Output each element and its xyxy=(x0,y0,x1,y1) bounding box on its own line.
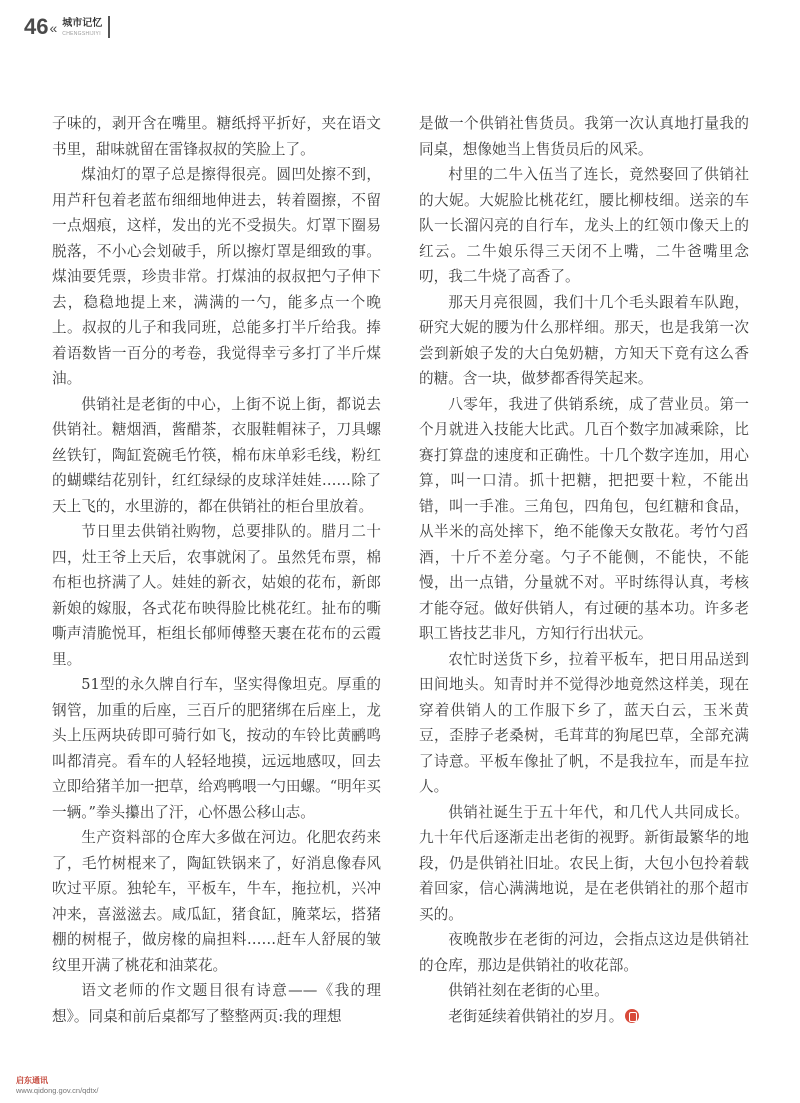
paragraph: 那天月亮很圆，我们十几个毛头跟着车队跑，研究大妮的腰为什么那样细。那天，也是我第一次尝到新娘子发的大白兔奶糖，方知天下竟有这么香的糖。含一块，做梦都香得笑起来。 xyxy=(419,293,749,387)
paragraph: 夜晚散步在老街的河边，会指点这边是供销社的仓库，那边是供销社的收花部。 xyxy=(419,931,749,974)
paragraph: 节日里去供销社购物，总要排队的。腊月二十四，灶王爷上天后，农事就闲了。虽然凭布票，棉布柜也挤满了人。娃娃的新衣，姑娘的花布，新郎新娘的嫁服，各式花布映得脸比桃花红。扯布的嘶嘶声清脆悦耳，柜组长郁师傅整天裹在花布的云霞里。 xyxy=(52,523,381,668)
paragraph: 农忙时送货下乡，拉着平板车，把日用品送到田间地头。知青时并不觉得沙地竟然这样美，现在穿着供销人的工作服下乡了，蓝天白云，玉米黄豆，歪脖子老桑树，毛茸茸的狗尾巴草，全部充满了诗意。平板车像扯了帆，不是我拉车，而是车拉人。 xyxy=(419,650,749,795)
paragraph: 生产资料部的仓库大多做在河边。化肥农药来了，毛竹树棍来了，陶缸铁锅来了，好消息像春风吹过平原。独轮车，平板车，牛车，拖拉机，兴冲冲来，喜滋滋去。咸瓜缸，猪食缸，腌菜坛，搭猪棚的树棍子，做房椽的扁担料……赶车人舒展的皱纹里开满了桃花和油菜花。 xyxy=(52,829,381,974)
page-number: 46 xyxy=(24,14,49,39)
double-chevron-icon: « xyxy=(49,20,58,36)
header-divider xyxy=(108,16,110,38)
end-seal-icon xyxy=(625,1009,639,1023)
paragraph: 供销社诞生于五十年代，和几代人共同成长。九十年代后逐渐走出老街的视野。新街最繁华的地段，仍是供销社旧址。农民上街，大包小包拎着载着回家，信心满满地说，是在老供销社的那个超市买的。 xyxy=(419,803,749,923)
article-left-column xyxy=(52,111,381,1029)
paragraph: 老街延续着供销社的岁月。 xyxy=(419,1004,749,1030)
footer-brand: 启东通讯 xyxy=(16,1076,48,1085)
footer-url: www.qidong.gov.cn/qdtx/ xyxy=(16,1086,99,1095)
paragraph: 子味的，剥开含在嘴里。糖纸捋平折好，夹在语文书里，甜味就留在雷锋叔叔的笑脸上了。 xyxy=(52,115,381,158)
page-header xyxy=(24,12,110,38)
paragraph: 八零年，我进了供销系统，成了营业员。第一个月就进入技能大比武。几百个数字加减乘除，比赛打算盘的速度和正确性。十几个数字连加，用心算，叫一口清。抓十把糖，把把要十粒，不能出错，叫一手准。三角包，四角包，包红糖和食品，从半米的高处摔下，绝不能像天女散花。考竹勺舀酒，十斤不差分毫。勺子不能侧，不能快，不能慢，出一点错，分量就不对。平时练得认真，考核才能夺冠。做好供销人，有过硬的基本功。许多老职工皆技艺非凡，方知行行出状元。 xyxy=(419,395,749,642)
paragraph: 供销社刻在老街的心里。 xyxy=(448,982,609,999)
column-title-block xyxy=(62,18,102,38)
paragraph: 供销社是老街的中心，上街不说上街，都说去供销社。糖烟酒，酱醋茶，衣服鞋帽袜子，刀具螺丝铁钉，陶缸瓷碗毛竹筷，棉布床单彩毛线，粉红的蝴蝶结花别针，红红绿绿的皮球洋娃娃……除了天上飞的，水里游的，都在供销社的柜台里放着。 xyxy=(52,395,381,515)
paragraph: 51型的永久牌自行车，坚实得像坦克。厚重的钢管，加重的后座，三百斤的肥猪绑在后座上，龙头上压两块砖即可骑行如飞，按动的车铃比黄鹂鸣叫都清亮。看车的人轻轻地摸，远远地感叹，回去立即给猪羊加一把草，给鸡鸭喂一勺田螺。“明年买一辆。”拳头攥出了汗，心怀愚公移山志。 xyxy=(52,676,381,821)
paragraph: 是做一个供销社售货员。我第一次认真地打量我的同桌，想像她当上售货员后的风采。 xyxy=(419,115,749,158)
paragraph: 煤油灯的罩子总是擦得很亮。圆凹处擦不到，用芦秆包着老蓝布细细地伸进去，转着圈擦，不留一点烟痕，这样，发出的光不受损失。灯罩下圈易脱落，不小心会划破手，所以擦灯罩是细致的事。煤油要凭票，珍贵非常。打煤油的叔叔把勺子伸下去，稳稳地提上来，满满的一勺，能多点一个晚上。叔叔的儿子和我同班，总能多打半斤给我。捧着语数皆一百分的考卷，我觉得幸亏多打了半斤煤油。 xyxy=(52,166,381,387)
column-title-english: CHENGSHIJIYI xyxy=(62,31,101,37)
paragraph: 村里的二牛入伍当了连长，竟然娶回了供销社的大妮。大妮脸比桃花红，腰比柳枝细。送亲的车队一长溜闪亮的自行车，龙头上的红领巾像天上的红云。二牛娘乐得三天闭不上嘴，二牛爸嘴里念叨，我二牛烧了高香了。 xyxy=(419,166,749,285)
paragraph: 语文老师的作文题目很有诗意——《我的理想》。同桌和前后桌都写了整整两页:我的理想 xyxy=(52,982,381,1025)
column-title: 城市记忆 xyxy=(62,18,103,29)
article-right-column xyxy=(419,111,749,1029)
page-footer xyxy=(16,1076,98,1096)
